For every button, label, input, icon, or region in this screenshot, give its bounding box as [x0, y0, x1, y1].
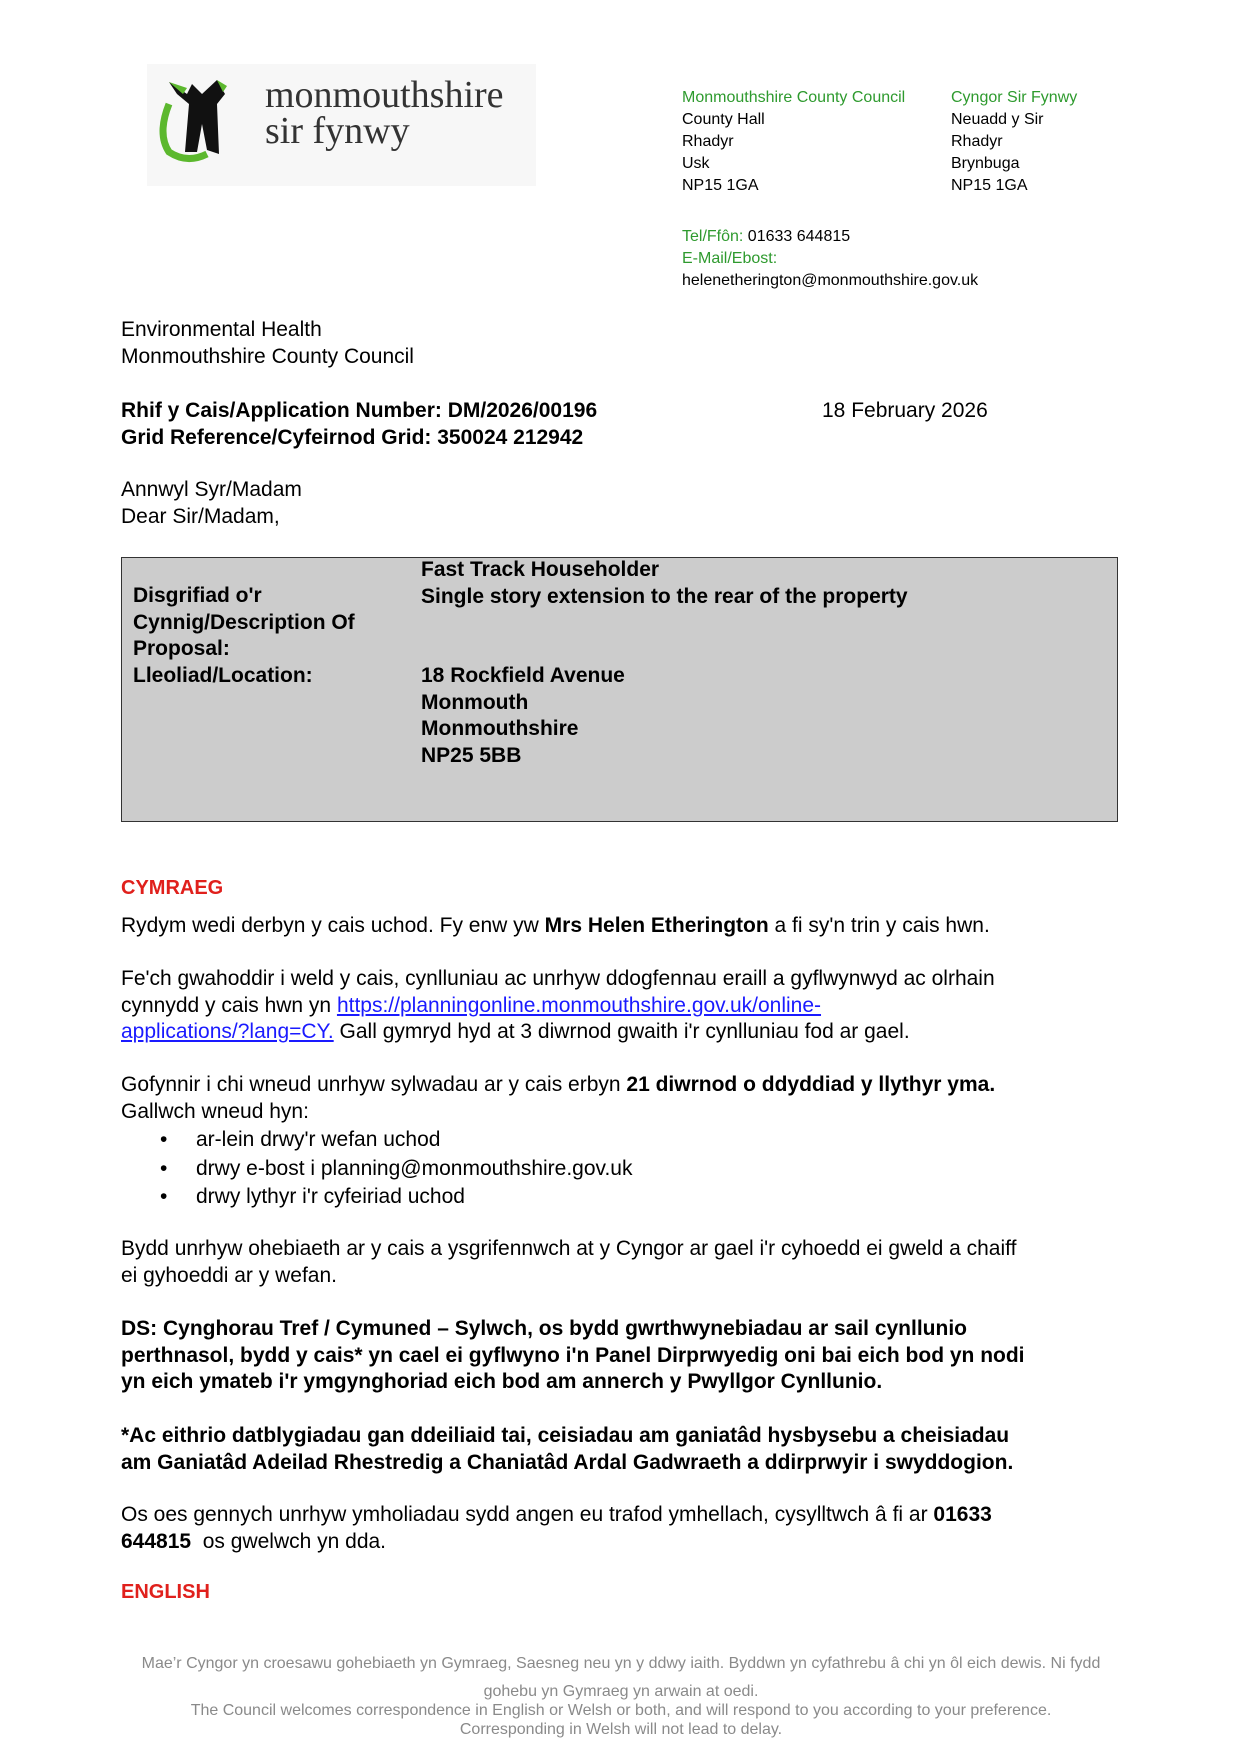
text: *Ac eithrio datblygiadau gan ddeiliaid tai, ceisiadau am ganiatâd hysbysebu a cheisiadau	[121, 1424, 1010, 1447]
text: cynnydd y cais hwn yn	[121, 993, 337, 1017]
phone: 644815	[121, 1529, 192, 1553]
value-line: Monmouthshire	[421, 717, 579, 740]
application-info	[121, 398, 597, 451]
list-item	[160, 1126, 632, 1155]
tel-number: 01633 644815	[743, 228, 851, 245]
application-number: Rhif y Cais/Application Number: DM/2026/00196	[121, 399, 598, 422]
address-line: Rhadyr	[951, 133, 1003, 150]
footer-welsh: Mae’r Cyngor yn croesawu gohebiaeth yn Gymraeg, Saesneg neu yn y ddwy iaith. Byddwn yn cyfathrebu â chi yn ôl eich dewis. Ni fydd gohebu yn Gymraeg yn arwain at oedi.	[141, 1655, 1101, 1700]
text: Gallwch wneud hyn:	[121, 1099, 309, 1123]
salutation	[121, 477, 302, 530]
address-cy-name: Cyngor Sir Fynwy	[951, 89, 1078, 106]
list-item	[160, 1183, 632, 1212]
recipient	[121, 317, 414, 370]
address-en-name: Monmouthshire County Council	[682, 89, 906, 106]
text: Gofynnir i chi wneud unrhyw sylwadau ar y cais erbyn	[121, 1073, 627, 1096]
value-line: 18 Rockfield Avenue	[421, 664, 625, 687]
footer-english-1: The Council welcomes correspondence in English or Welsh or both, and will respond to you according to your preference.	[190, 1702, 1052, 1719]
list-item-text: ar-lein drwy'r wefan uchod	[196, 1128, 441, 1151]
text: DS: Cynghorau Tref / Cymuned – Sylwch, os bydd gwrthwynebiadau ar sail cynllunio	[121, 1317, 967, 1340]
contact-details	[682, 226, 978, 292]
deadline: 21 diwrnod o ddyddiad y llythyr yma.	[626, 1073, 996, 1096]
text: Bydd unrhyw ohebiaeth ar y cais a ysgrifennwch at y Cyngor ar gael i'r cyhoedd ei gweld a chaiff	[121, 1237, 1017, 1260]
value-line: Fast Track Householder	[421, 558, 660, 581]
text: yn eich ymateb i'r ymgynghoriad eich bod am annerch y Pwyllgor Cynllunio.	[121, 1370, 883, 1393]
recipient-line: Environmental Health	[121, 318, 322, 341]
bullet-icon: •	[160, 1185, 168, 1208]
address-line: County Hall	[682, 111, 765, 128]
text: Gall gymryd hyd at 3 diwrnod gwaith i'r cynlluniau fod ar gael.	[333, 1020, 910, 1043]
label-line: Proposal:	[133, 637, 230, 660]
salutation-en: Dear Sir/Madam,	[121, 504, 280, 528]
council-logo	[147, 64, 536, 186]
bullet-icon: •	[160, 1156, 168, 1180]
officer-name: Mrs Helen Etherington	[544, 914, 769, 937]
list-item	[160, 1155, 632, 1184]
description-value	[421, 557, 908, 610]
address-line: Brynbuga	[951, 155, 1020, 172]
location-value	[421, 663, 625, 769]
address-line: NP15 1GA	[951, 177, 1028, 194]
email-label: E-Mail/Ebost:	[682, 250, 778, 267]
bullet-list	[160, 1126, 632, 1212]
bullet-icon: •	[160, 1128, 168, 1151]
address-line: NP15 1GA	[682, 177, 759, 194]
cymraeg-heading: CYMRAEG	[121, 877, 224, 899]
letter-date: 18 February 2026	[822, 399, 988, 422]
planning-online-link-cont[interactable]: applications/?lang=CY.	[121, 1020, 334, 1043]
address-line: Usk	[682, 155, 710, 172]
list-item-text: drwy lythyr i'r cyfeiriad uchod	[196, 1185, 465, 1208]
value-line: NP25 5BB	[421, 743, 522, 767]
logo-emblem-icon	[147, 64, 257, 186]
text: perthnasol, bydd y cais* yn cael ei gyflwyno i'n Panel Dirprwyedig oni bai eich bod yn nodi	[121, 1343, 1025, 1367]
address-en	[682, 87, 905, 197]
text: am Ganiatâd Adeilad Rhestredig a Chaniatâd Ardal Gadwraeth a ddirprwyir i swyddogion.	[121, 1450, 1014, 1474]
text: a fi sy'n trin y cais hwn.	[768, 914, 990, 937]
logo-text-en: monmouthshire	[265, 74, 504, 116]
paragraph-4	[121, 1236, 1016, 1289]
value-line: Single story extension to the rear of the property	[421, 584, 908, 608]
paragraph-1	[121, 913, 990, 940]
address-line: Rhadyr	[682, 133, 734, 150]
text: Fe'ch gwahoddir i weld y cais, cynlluniau ac unrhyw ddogfennau eraill a gyflwynwyd ac olrhain	[121, 967, 995, 990]
email-address[interactable]: helenetherington@monmouthshire.gov.uk	[682, 272, 979, 289]
location-label: Lleoliad/Location:	[133, 663, 313, 687]
list-item-text: drwy e-bost i planning@monmouthshire.gov.uk	[196, 1156, 633, 1180]
logo-text-cy: sir fynwy	[265, 110, 410, 152]
text: ei gyhoeddi ar y wefan.	[121, 1263, 337, 1287]
salutation-cy: Annwyl Syr/Madam	[121, 478, 302, 501]
footer-english-2: Corresponding in Welsh will not lead to delay.	[459, 1721, 783, 1738]
grid-reference: Grid Reference/Cyfeirnod Grid: 350024 212942	[121, 425, 584, 449]
value-line: Monmouth	[421, 690, 529, 714]
address-line: Neuadd y Sir	[951, 111, 1044, 128]
text: Rydym wedi derbyn y cais uchod. Fy enw yw	[121, 914, 545, 937]
english-heading: ENGLISH	[121, 1581, 210, 1603]
paragraph-7	[121, 1502, 992, 1555]
label-line: Disgrifiad o'r	[133, 584, 262, 607]
paragraph-2	[121, 966, 995, 1046]
tel-label: Tel/Ffôn:	[682, 228, 744, 245]
paragraph-3	[121, 1072, 995, 1125]
phone: 01633	[933, 1503, 992, 1526]
planning-online-link[interactable]: https://planningonline.monmouthshire.gov.uk/online-	[336, 993, 822, 1017]
label-line: Cynnig/Description Of	[133, 610, 355, 634]
recipient-line: Monmouthshire County Council	[121, 344, 414, 368]
description-label	[133, 583, 355, 689]
paragraph-5-note	[121, 1316, 1025, 1396]
proposal-box	[121, 557, 1118, 822]
address-cy	[951, 87, 1077, 197]
text: os gwelwch yn dda.	[191, 1529, 387, 1553]
paragraph-6-exceptions	[121, 1423, 1013, 1476]
text: Os oes gennych unrhyw ymholiadau sydd angen eu trafod ymhellach, cysylltwch â fi ar	[121, 1503, 934, 1526]
